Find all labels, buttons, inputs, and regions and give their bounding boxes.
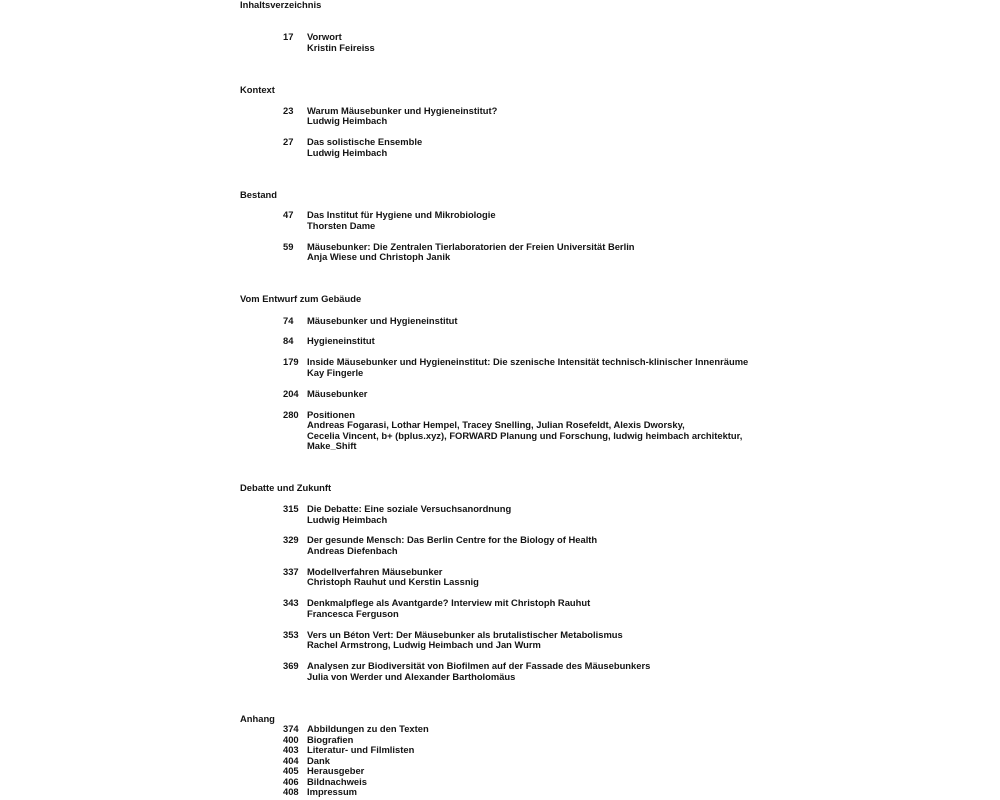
toc-entry-title: Vorwort	[307, 31, 342, 42]
toc-entry-title: Das solistische Ensemble	[307, 136, 423, 147]
toc-entry-title: Abbildungen zu den Texten	[307, 723, 429, 734]
toc-page-number: 369	[283, 660, 299, 671]
toc-entry-title: Modellverfahren Mäusebunker	[307, 566, 443, 577]
toc-entry-title: Impressum	[307, 786, 358, 797]
toc-page-number: 47	[283, 209, 294, 220]
toc-entry-author: Thorsten Dame	[307, 220, 376, 231]
toc-entry-title: Dank	[307, 755, 330, 766]
toc-page-number: 405	[283, 765, 299, 776]
toc-entry-author: Make_Shift	[307, 440, 357, 451]
toc-entry-title: Biografien	[307, 734, 354, 745]
toc-page-number: 84	[283, 335, 294, 346]
toc-page-number: 374	[283, 723, 299, 734]
toc-entry-title: Analysen zur Biodiversität von Biofilmen auf der Fassade des Mäusebunkers	[307, 660, 651, 671]
section-heading: Debatte und Zukunft	[240, 482, 332, 493]
toc-page-number: 74	[283, 315, 294, 326]
toc-entry-author: Christoph Rauhut und Kerstin Lassnig	[307, 576, 479, 587]
toc-page-number: 337	[283, 566, 299, 577]
section-heading: Bestand	[240, 189, 277, 200]
toc-page-number: 179	[283, 356, 299, 367]
toc-entry-author: Ludwig Heimbach	[307, 514, 388, 525]
toc-entry-title: Die Debatte: Eine soziale Versuchsanordnung	[307, 503, 512, 514]
toc-page-number: 403	[283, 744, 299, 755]
toc-entry-title: Inside Mäusebunker und Hygieneinstitut: Die szenische Intensität technisch-klinischer Innenräume	[307, 356, 749, 367]
toc-entry-title: Vers un Béton Vert: Der Mäusebunker als brutalistischer Metabolismus	[307, 629, 623, 640]
page-title: Inhaltsverzeichnis	[240, 0, 322, 10]
toc-page-number: 280	[283, 409, 299, 420]
toc-page-number: 17	[283, 31, 294, 42]
toc-entry-author: Francesca Ferguson	[307, 608, 399, 619]
toc-entry-title: Herausgeber	[307, 765, 365, 776]
toc-page-number: 400	[283, 734, 299, 745]
toc-entry-author: Rachel Armstrong, Ludwig Heimbach und Jan Wurm	[307, 639, 541, 650]
toc-entry-title: Denkmalpflege als Avantgarde? Interview mit Christoph Rauhut	[307, 597, 591, 608]
toc-entry-title: Positionen	[307, 409, 355, 420]
toc-entry-title: Mäusebunker und Hygieneinstitut	[307, 315, 458, 326]
section-heading: Anhang	[240, 713, 275, 724]
toc-entry-author: Kristin Feireiss	[307, 42, 375, 53]
section-heading: Kontext	[240, 84, 275, 95]
section-heading: Vom Entwurf zum Gebäude	[240, 293, 362, 304]
toc-page-number: 353	[283, 629, 299, 640]
toc-entry-author: Cecelia Vincent, b+ (bplus.xyz), FORWARD Planung und Forschung, ludwig heimbach architektur,	[307, 430, 743, 441]
toc-entry-title: Mäusebunker	[307, 388, 368, 399]
toc-page-number: 404	[283, 755, 299, 766]
toc-entry-author: Anja Wiese und Christoph Janik	[307, 251, 451, 262]
toc-entry-title: Mäusebunker: Die Zentralen Tierlaboratorien der Freien Universität Berlin	[307, 241, 635, 252]
toc-entry-author: Kay Fingerle	[307, 367, 364, 378]
toc-entry-author: Ludwig Heimbach	[307, 147, 388, 158]
toc-entry-author: Andreas Fogarasi, Lothar Hempel, Tracey Snelling, Julian Rosefeldt, Alexis Dworsky,	[307, 419, 685, 430]
toc-entry-title: Literatur- und Filmlisten	[307, 744, 415, 755]
toc-entry-title: Das Institut für Hygiene und Mikrobiologie	[307, 209, 496, 220]
toc-entry-author: Julia von Werder und Alexander Bartholomäus	[307, 671, 516, 682]
toc-page-number: 204	[283, 388, 299, 399]
toc-page-number: 27	[283, 136, 294, 147]
toc-entry-author: Ludwig Heimbach	[307, 115, 388, 126]
toc-page-number: 406	[283, 776, 299, 787]
toc-entry-title: Warum Mäusebunker und Hygieneinstitut?	[307, 105, 498, 116]
toc-page-number: 23	[283, 105, 294, 116]
toc-page-number: 343	[283, 597, 299, 608]
toc-entry-title: Bildnachweis	[307, 776, 367, 787]
toc-entry-title: Der gesunde Mensch: Das Berlin Centre for the Biology of Health	[307, 534, 598, 545]
toc-entry-title: Hygieneinstitut	[307, 335, 375, 346]
toc-page-number: 408	[283, 786, 299, 797]
toc-entry-author: Andreas Diefenbach	[307, 545, 398, 556]
toc-page-number: 59	[283, 241, 294, 252]
toc-page-number: 315	[283, 503, 299, 514]
toc-page-number: 329	[283, 534, 299, 545]
